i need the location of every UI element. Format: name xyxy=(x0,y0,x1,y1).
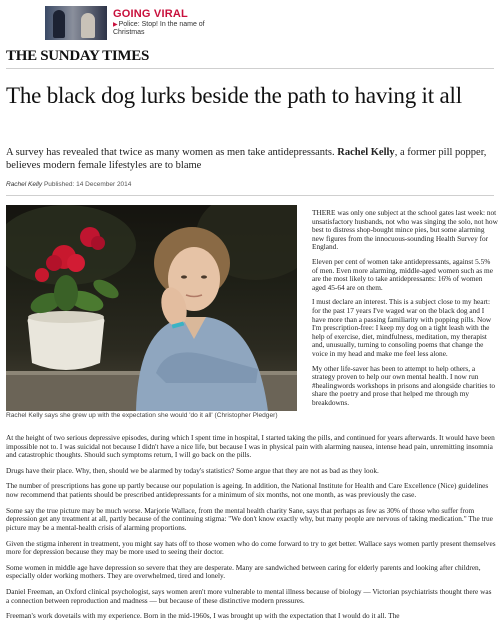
body-paragraph: Daniel Freeman, an Oxford clinical psychologist, says women aren't more vulnerable to mental illness because of biology — Victorian psychiatrists thought there was a connection between reproduction and madness — but because of these distinctive modern pressures. xyxy=(6,586,492,605)
standfirst-author: Rachel Kelly xyxy=(337,147,395,158)
byline-divider xyxy=(6,195,494,196)
byline xyxy=(6,181,131,188)
standfirst-lead: A survey has revealed that twice as many women as men take antidepressants. xyxy=(6,147,335,158)
article-side-column xyxy=(312,209,498,413)
promo-label: GOING VIRAL xyxy=(113,8,188,20)
arrow-icon: ▶ xyxy=(113,22,118,28)
promo-figure xyxy=(53,10,65,38)
byline-published: Published: 14 December 2014 xyxy=(43,181,132,188)
side-paragraph: THERE was only one subject at the school gates last week: not unsatisfactory husbands, not who was singing the solo, not how best to distress shop-bought mince pies, but some alarming new figures from the innocuous-sounding Health Survey for England. xyxy=(312,208,498,252)
standfirst-tail: , a former pill popper, believes modern female lifestyles are to blame xyxy=(6,147,487,171)
photo-illustration xyxy=(6,205,297,411)
article-headline: The black dog lurks beside the path to having it all xyxy=(6,83,462,108)
masthead-logo[interactable]: THE SUNDAY TIMES xyxy=(6,48,150,64)
promo-figure xyxy=(81,13,95,38)
photo-caption: Rachel Kelly says she grew up with the expectation she would 'do it all' (Christopher Pledger) xyxy=(6,412,278,419)
body-paragraph: Given the stigma inherent in treatment, you might say hats off to those women who do come forward to try to get better. Wallace says women partly present themselves more for depression because they may be more used to seeing their doctor. xyxy=(6,538,496,557)
side-paragraph: Eleven per cent of women take antidepressants, against 5.5% of men. Even more alarming, middle-aged women such as me are the most likely to take antidepressants: 16% of women aged 45-64 are on them. xyxy=(312,256,493,292)
side-paragraph: I must declare an interest. This is a subject close to my heart: for the past 17 years I've waged war on the black dog and I have more than a passing familiarity with popping pills. Now I'm prescription-free: I keep my dog on a tight leash with the help of exercise, diet, mindfulness, meditation, my therapist and, unusually, turning to consoling poems that change the voice in my head and make me feel less alone. xyxy=(312,297,492,358)
byline-author[interactable]: Rachel Kelly xyxy=(6,181,43,188)
body-paragraph: Some women in middle age have depression so severe that they are desperate. Many are sandwiched between caring for elderly parents and looking after children, especially older working mothers. They are overwhelmed, tired and lonely. xyxy=(6,562,481,581)
side-paragraph: My other life-saver has been to attempt to help others, a strategy proven to help our own mental health. I now run #healingwords workshops in prisons and alongside charities to share the poetry and prose that helped me through my breakdowns. xyxy=(312,363,496,407)
body-paragraph: At the height of two serious depressive episodes, during which I spent time in hospital, I started taking the pills, and continued for years afterwards. It would have been impossible not to. I was suicidal not because I didn't have a nice life, but because I was in physical pain with alarming nausea, intense head pain, unremitting insomnia and catastrophic thoughts. Should such symptoms return, I will go back on the pills. xyxy=(6,433,495,460)
body-paragraph: Some say the true picture may be much worse. Marjorie Wallace, from the mental health charity Sane, says that perhaps as few as 30% of those who suffer from depression get any treatment at all, partly because of the continuing stigma: "We don't know exactly why, but many people are nervous of taking medication." The true picture may be a mental-health crisis of alarming proportions. xyxy=(6,505,493,533)
masthead-divider xyxy=(6,68,494,69)
body-paragraph: The number of prescriptions has gone up partly because our population is ageing. In addition, the National Institute for Health and Care Excellence (Nice) guidelines now recommend that patients should be prescribed antidepressants for a minimum of six months, not one month, as was previously the case. xyxy=(6,481,489,500)
promo-link-text: Police: Stop! In the name of Christmas xyxy=(113,21,205,36)
promo-link[interactable] xyxy=(113,21,223,37)
body-paragraph: Drugs have their place. Why, then, should we be alarmed by today's statistics? Some argue that they are not as bad as they look. xyxy=(6,465,379,475)
article-standfirst xyxy=(6,146,494,172)
article-photo xyxy=(6,205,297,411)
article-body xyxy=(6,434,496,628)
body-paragraph: Freeman's work dovetails with my experience. Born in the mid-1960s, I was brought up with the expectation that I would do it all. The xyxy=(6,611,400,621)
going-viral-promo[interactable] xyxy=(45,6,245,40)
promo-thumbnail[interactable] xyxy=(45,6,107,40)
